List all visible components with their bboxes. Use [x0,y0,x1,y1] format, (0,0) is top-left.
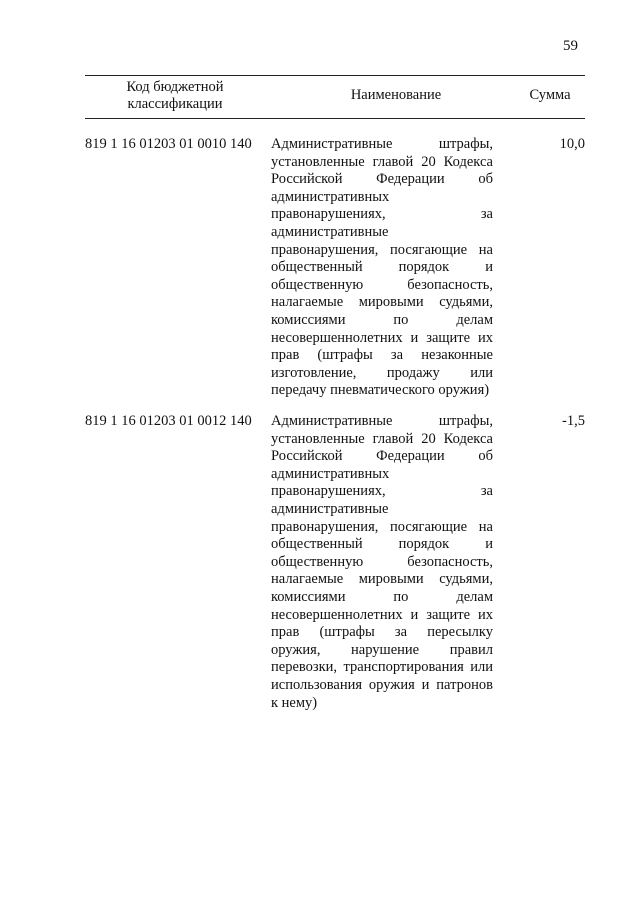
table-header [85,76,585,118]
page-number: 59 [563,38,578,54]
row-name: Административные штрафы, установленные главой 20 Кодекса Российской Федерации об административных правонарушениях, за административные правонарушения, посягающие на общественный порядок и общественную безопасность, налагаемые мировыми судьями, комиссиями по делам несовершеннолетних и защите их прав (штрафы за пересылку оружия, нарушение правил перевозки, транспортирования или использования оружия и патронов к нему) [271,413,493,711]
row-name: Административные штрафы, установленные главой 20 Кодекса Российской Федерации об административных правонарушениях, за административные правонарушения, посягающие на общественный порядок и общественную безопасность, налагаемые мировыми судьями, комиссиями по делам несовершеннолетних и защите их прав (штрафы за незаконные изготовление, продажу или передачу пневматического оружия) [271,136,493,399]
row-amount: 10,0 [559,136,585,152]
table-header-rule [85,118,585,119]
row-code: 819 1 16 01203 01 0010 140 [85,136,252,152]
row-amount: -1,5 [562,413,585,429]
header-amount: Сумма [529,87,571,103]
header-code: Код бюджетной классификации [126,79,224,112]
row-code: 819 1 16 01203 01 0012 140 [85,413,252,429]
header-name: Наименование [350,87,442,103]
